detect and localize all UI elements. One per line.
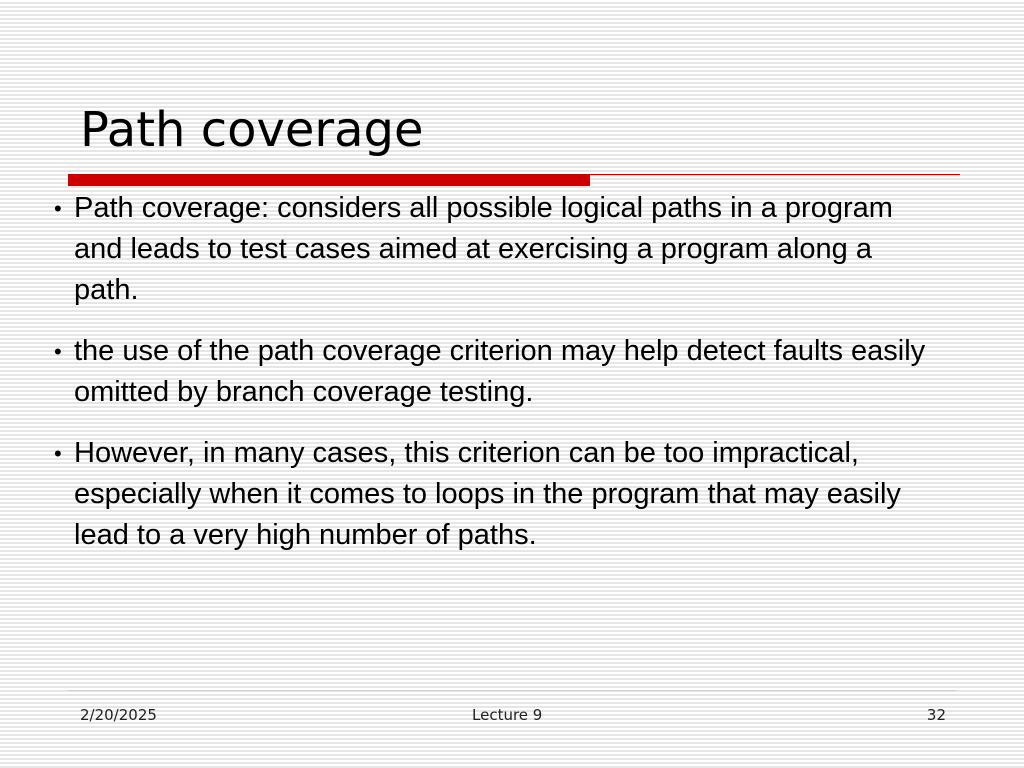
footer-date: 2/20/2025 (80, 706, 157, 724)
title-underline-thick (68, 174, 590, 186)
footer-divider (68, 690, 956, 691)
title-underline-thin (590, 174, 960, 175)
bullet-text: Path coverage: considers all possible logical paths in a program and leads to test cases aimed at exercising a program along a path. (74, 192, 893, 306)
slide-title: Path coverage (80, 102, 424, 158)
bullet-list (54, 188, 934, 576)
title-underline (68, 174, 960, 186)
bullet-item (54, 331, 934, 413)
bullet-item (54, 433, 934, 556)
footer-lecture-label: Lecture 9 (472, 706, 543, 724)
bullet-text: However, in many cases, this criterion can be too impractical, especially when it comes to loops in the program that may easily lead to a very high number of paths. (74, 437, 901, 551)
bullet-marker: • (54, 196, 62, 221)
footer-page-number: 32 (926, 706, 946, 724)
bullet-marker: • (54, 441, 62, 466)
bullet-item (54, 188, 934, 311)
bullet-text: the use of the path coverage criterion may help detect faults easily omitted by branch coverage testing. (74, 335, 926, 408)
bullet-marker: • (54, 339, 62, 364)
